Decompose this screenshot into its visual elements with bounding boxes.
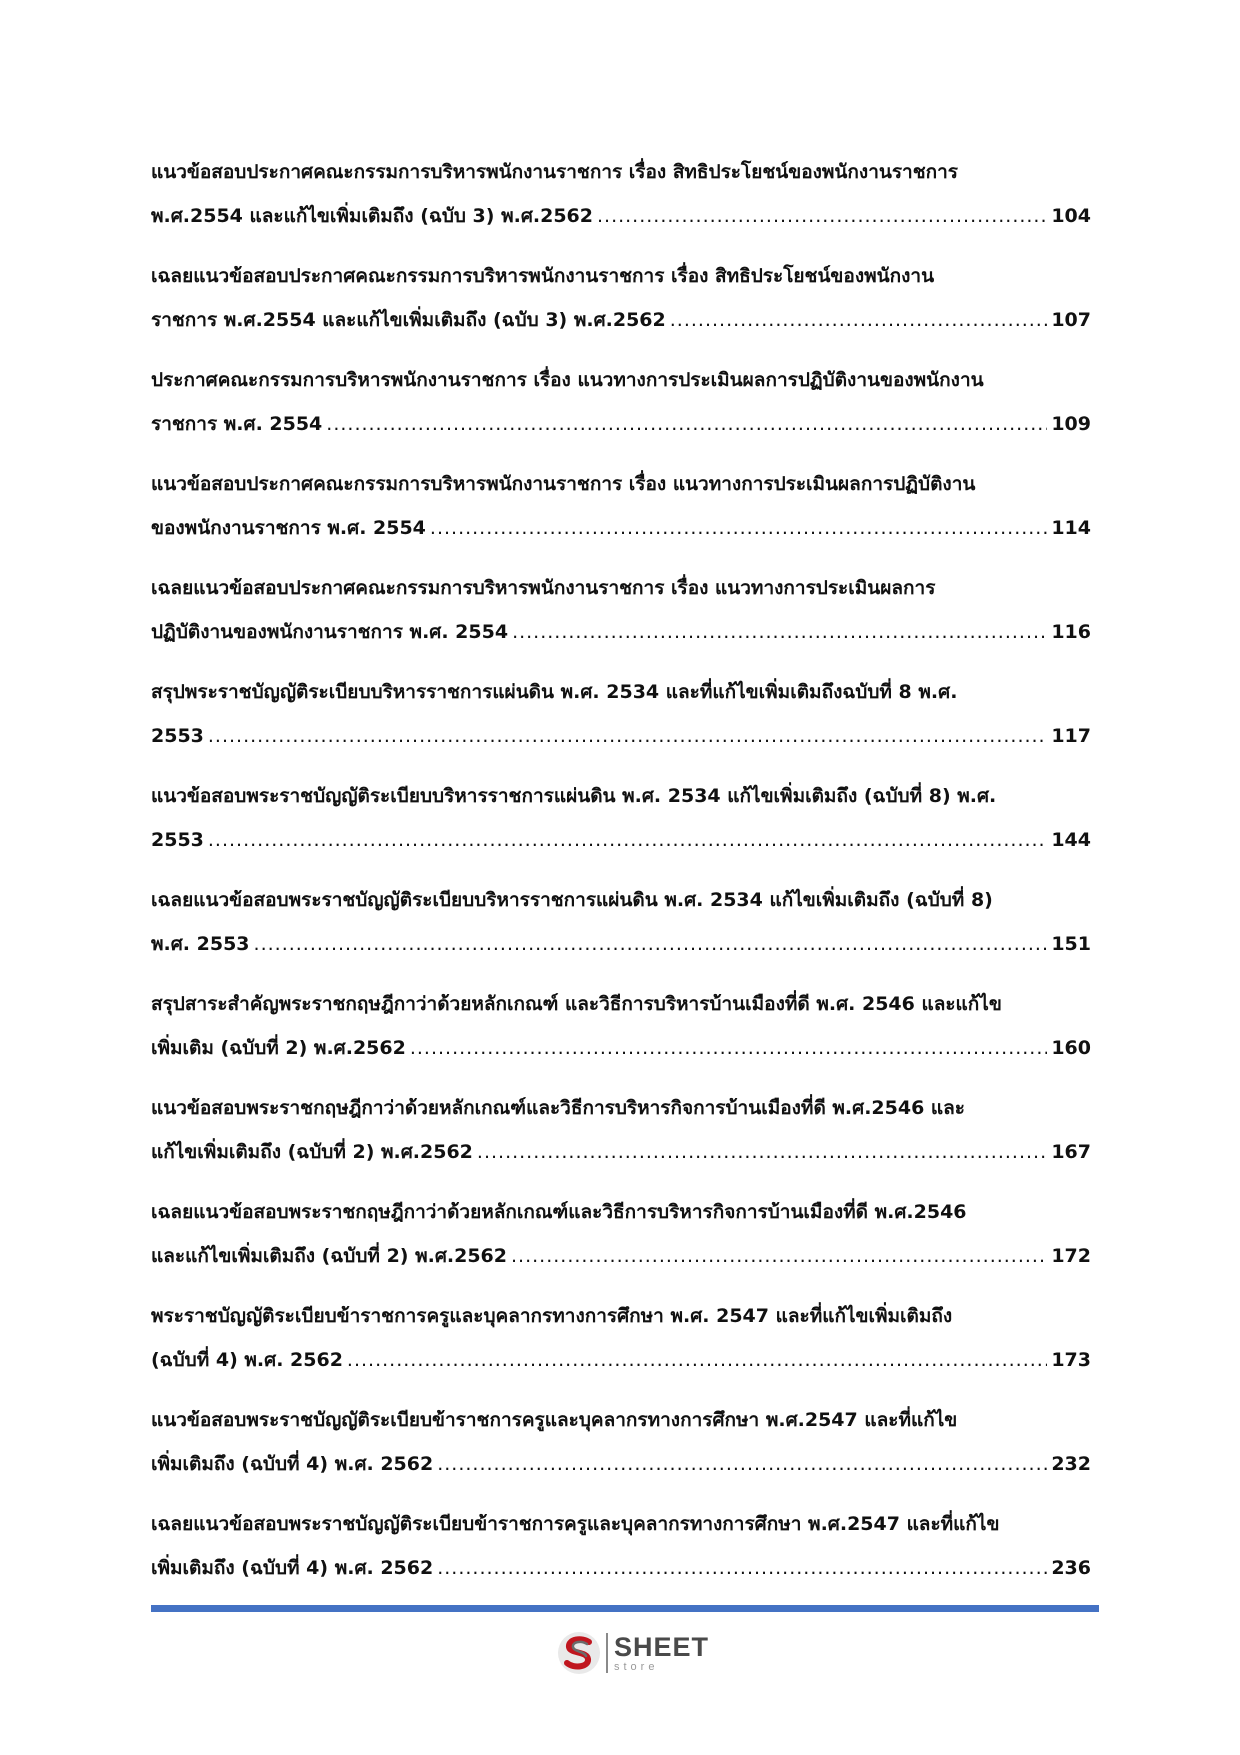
footer-rule [151, 1605, 1099, 1612]
toc-entry-title-cont: ราชการ พ.ศ.2554 และแก้ไขเพิ่มเติมถึง (ฉบับ 3) พ.ศ.2562 [151, 309, 666, 331]
toc-entry-title: เฉลยแนวข้อสอบพระราชบัญญัติระเบียบบริหารราชการแผ่นดิน พ.ศ. 2534 แก้ไขเพิ่มเติมถึง (ฉบับที่ 8) [151, 889, 993, 911]
dot-leader [477, 1130, 1047, 1174]
toc-entry-title: ประกาศคณะกรรมการบริหารพนักงานราชการ เรื่อง แนวทางการประเมินผลการปฏิบัติงานของพนักงาน [151, 369, 984, 391]
toc-entry-title: เฉลยแนวข้อสอบประกาศคณะกรรมการบริหารพนักงานราชการ เรื่อง สิทธิประโยชน์ของพนักงาน [151, 265, 935, 287]
toc-entry-title: เฉลยแนวข้อสอบประกาศคณะกรรมการบริหารพนักงานราชการ เรื่อง แนวทางการประเมินผลการ [151, 577, 936, 599]
toc-entry-continuation [151, 1026, 1091, 1070]
toc-entry-title-cont: (ฉบับที่ 4) พ.ศ. 2562 [151, 1349, 343, 1371]
toc-entry[interactable] [151, 1190, 1091, 1294]
toc-entry-continuation [151, 1234, 1091, 1278]
logo-text [614, 1631, 710, 1673]
dot-leader [326, 402, 1047, 446]
toc-entry-title: สรุปสาระสำคัญพระราชกฤษฎีกาว่าด้วยหลักเกณฑ์ และวิธีการบริหารบ้านเมืองที่ดี พ.ศ. 2546 และแก้ไข [151, 993, 1002, 1015]
sheet-store-logo-icon [556, 1630, 602, 1676]
toc-entry-continuation [151, 1130, 1091, 1174]
dot-leader [511, 1234, 1047, 1278]
toc-entry-title: แนวข้อสอบพระราชบัญญัติระเบียบบริหารราชการแผ่นดิน พ.ศ. 2534 แก้ไขเพิ่มเติมถึง (ฉบับที่ 8) พ.ศ. [151, 785, 997, 807]
toc-entry[interactable] [151, 566, 1091, 670]
toc-entry[interactable] [151, 1398, 1091, 1502]
toc-page-number: 173 [1051, 1349, 1091, 1371]
toc-page-number: 117 [1051, 725, 1091, 747]
toc-page-number: 160 [1051, 1037, 1091, 1059]
toc-entry-title-cont: แก้ไขเพิ่มเติมถึง (ฉบับที่ 2) พ.ศ.2562 [151, 1141, 473, 1163]
toc-entry-title-cont: 2553 [151, 829, 204, 851]
toc-entry-title-cont: พ.ศ.2554 และแก้ไขเพิ่มเติมถึง (ฉบับ 3) พ.ศ.2562 [151, 205, 593, 227]
toc-entry-continuation [151, 714, 1091, 758]
toc-entry-title-cont: ราชการ พ.ศ. 2554 [151, 413, 323, 435]
toc-entry-title-cont: 2553 [151, 725, 204, 747]
toc-entry[interactable] [151, 982, 1091, 1086]
toc-entry[interactable] [151, 1294, 1091, 1398]
toc-entry-title: พระราชบัญญัติระเบียบข้าราชการครูและบุคลากรทางการศึกษา พ.ศ. 2547 และที่แก้ไขเพิ่มเติมถึง [151, 1305, 953, 1327]
toc-entry-title: เฉลยแนวข้อสอบพระราชกฤษฎีกาว่าด้วยหลักเกณฑ์และวิธีการบริหารกิจการบ้านเมืองที่ดี พ.ศ.2546 [151, 1201, 967, 1223]
toc-page-number: 109 [1051, 413, 1091, 435]
dot-leader [410, 1026, 1048, 1070]
toc-entry-title: สรุปพระราชบัญญัติระเบียบบริหารราชการแผ่นดิน พ.ศ. 2534 และที่แก้ไขเพิ่มเติมถึงฉบับที่ 8 พ.ศ. [151, 681, 958, 703]
toc-entry-title-cont: เพิ่มเติม (ฉบับที่ 2) พ.ศ.2562 [151, 1037, 406, 1059]
dot-leader [254, 922, 1048, 966]
toc-entry-title: แนวข้อสอบพระราชบัญญัติระเบียบข้าราชการครูและบุคลากรทางการศึกษา พ.ศ.2547 และที่แก้ไข [151, 1409, 958, 1431]
toc-entry[interactable] [151, 254, 1091, 358]
toc-entry-title-cont: ของพนักงานราชการ พ.ศ. 2554 [151, 517, 426, 539]
toc-entry[interactable] [151, 462, 1091, 566]
dot-leader [597, 194, 1047, 238]
toc-entry-continuation [151, 922, 1091, 966]
toc-entry-title: แนวข้อสอบประกาศคณะกรรมการบริหารพนักงานราชการ เรื่อง แนวทางการประเมินผลการปฏิบัติงาน [151, 473, 976, 495]
toc-entry-title: แนวข้อสอบพระราชกฤษฎีกาว่าด้วยหลักเกณฑ์และวิธีการบริหารกิจการบ้านเมืองที่ดี พ.ศ.2546 และ [151, 1097, 966, 1119]
toc-entry[interactable] [151, 150, 1091, 254]
toc-entry[interactable] [151, 774, 1091, 878]
logo-brand-name: SHEET [614, 1631, 710, 1662]
toc-page-number: 232 [1051, 1453, 1091, 1475]
toc-entry-continuation [151, 610, 1091, 654]
logo-divider [606, 1633, 608, 1673]
toc-entry[interactable] [151, 1086, 1091, 1190]
toc-entry-continuation [151, 1338, 1091, 1382]
toc-entry-continuation [151, 298, 1091, 342]
toc-entry[interactable] [151, 878, 1091, 982]
toc-page-number: 167 [1051, 1141, 1091, 1163]
toc-page-number: 151 [1051, 933, 1091, 955]
dot-leader [347, 1338, 1047, 1382]
toc-entry-continuation [151, 1442, 1091, 1486]
toc-entry-continuation [151, 194, 1091, 238]
toc-entry-title-cont: ปฏิบัติงานของพนักงานราชการ พ.ศ. 2554 [151, 621, 509, 643]
toc-page-number: 144 [1051, 829, 1091, 851]
toc-entry-continuation [151, 506, 1091, 550]
dot-leader [437, 1546, 1047, 1590]
dot-leader [208, 714, 1047, 758]
toc-page-number: 116 [1051, 621, 1091, 643]
toc-entry-title: เฉลยแนวข้อสอบพระราชบัญญัติระเบียบข้าราชการครูและบุคลากรทางการศึกษา พ.ศ.2547 และที่แก้ไข [151, 1513, 1000, 1535]
toc-page-number: 107 [1051, 309, 1091, 331]
brand-logo [556, 1628, 709, 1678]
toc-entry[interactable] [151, 670, 1091, 774]
toc-entry-title-cont: พ.ศ. 2553 [151, 933, 250, 955]
table-of-contents [151, 150, 1091, 1606]
dot-leader [670, 298, 1048, 342]
toc-entry-title-cont: และแก้ไขเพิ่มเติมถึง (ฉบับที่ 2) พ.ศ.2562 [151, 1245, 507, 1267]
toc-entry-title-cont: เพิ่มเติมถึง (ฉบับที่ 4) พ.ศ. 2562 [151, 1453, 434, 1475]
dot-leader [208, 818, 1047, 862]
toc-entry-continuation [151, 818, 1091, 862]
toc-page-number: 236 [1051, 1557, 1091, 1579]
dot-leader [437, 1442, 1047, 1486]
toc-entry[interactable] [151, 358, 1091, 462]
logo-brand-sub: store [614, 1660, 659, 1673]
dot-leader [430, 506, 1047, 550]
toc-entry-title: แนวข้อสอบประกาศคณะกรรมการบริหารพนักงานราชการ เรื่อง สิทธิประโยชน์ของพนักงานราชการ [151, 161, 958, 183]
toc-entry-continuation [151, 402, 1091, 446]
toc-page-number: 172 [1051, 1245, 1091, 1267]
toc-entry[interactable] [151, 1502, 1091, 1606]
dot-leader [512, 610, 1047, 654]
toc-page-number: 114 [1051, 517, 1091, 539]
toc-page-number: 104 [1051, 205, 1091, 227]
toc-entry-continuation [151, 1546, 1091, 1590]
toc-entry-title-cont: เพิ่มเติมถึง (ฉบับที่ 4) พ.ศ. 2562 [151, 1557, 434, 1579]
